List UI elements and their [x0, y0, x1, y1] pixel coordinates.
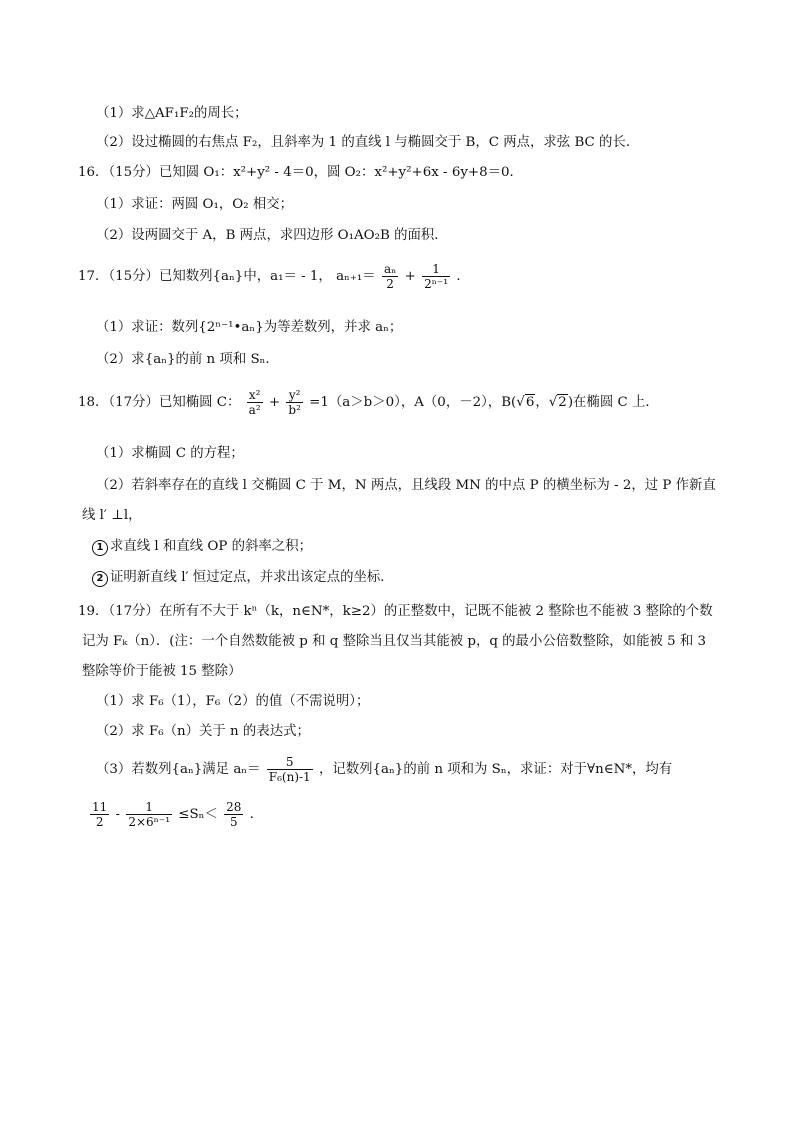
q18-fraction-x — [247, 388, 263, 417]
q18-part1: （1）求椭圆 C 的方程； — [96, 446, 244, 461]
fraction-one-over — [126, 800, 172, 829]
q15-part1: （1）求△AF₁F₂的周长； — [96, 106, 248, 121]
circled-number-two: 2 — [92, 571, 108, 587]
q19-part3-pre: （3）若数列{aₙ}满足 aₙ＝ — [96, 762, 261, 777]
q19-inequality — [88, 800, 263, 829]
fraction-denominator: 2ⁿ⁻¹ — [424, 277, 449, 291]
q19-part2: （2）求 F₆（n）关于 n 的表达式； — [96, 724, 310, 739]
q18-part2-line2: 线 l′ ⊥l， — [82, 508, 142, 523]
q18-stem-text: 18．（17分）已知椭圆 C： — [78, 395, 241, 410]
sqrt-symbol: √ — [548, 395, 558, 410]
q19-stem-line3: 整除等价于能被 15 整除） — [82, 664, 242, 679]
fraction-numerator: 11 — [92, 800, 108, 814]
fraction-denominator: 2 — [95, 815, 104, 829]
circled-number-one: 1 — [92, 540, 108, 556]
fraction-twenty-eight-fifths — [224, 800, 243, 829]
q19-part1: （1）求 F₆（1），F₆（2）的值（不需说明）； — [96, 694, 370, 709]
q18-stem-mid: =1（a＞b＞0），A（0，－2），B( — [309, 395, 517, 410]
q17-stem-text: 17．（15分）已知数列{aₙ}中，a₁＝ - 1， — [78, 269, 332, 284]
fraction-denominator: a² — [248, 403, 261, 417]
sqrt-six: 6 — [525, 395, 535, 410]
q16-part1: （1）求证：两圆 O₁，O₂ 相交； — [96, 197, 294, 212]
q19-stem-line1: 19．（17分）在所有不大于 kⁿ（k，n∈N*，k≥2）的正整数中，记既不能被 2 整除也不能被 3 整除的个数 — [78, 604, 713, 619]
q16-stem: 16．（15分）已知圆 O₁：x²+y² - 4＝0，圆 O₂：x²+y²+6x - 6y+8＝0． — [78, 165, 523, 180]
q17-part1: （1）求证：数列{2ⁿ⁻¹•aₙ}为等差数列，并求 aₙ； — [96, 320, 403, 335]
fraction-numerator: 1 — [126, 800, 172, 815]
fraction-denominator: 2×6ⁿ⁻¹ — [128, 815, 171, 829]
fraction-numerator: 1 — [422, 262, 450, 277]
q17-stem — [78, 262, 470, 291]
q19-part3-post: ，记数列{aₙ}的前 n 项和为 Sₙ，求证：对于∀n∈N*，均有 — [318, 762, 673, 777]
q17-fraction-2 — [422, 262, 450, 291]
q18-sub1 — [92, 537, 312, 557]
q18-fraction-y — [286, 388, 303, 417]
fraction-numerator: x² — [247, 388, 263, 403]
plus-sign: + — [268, 395, 281, 410]
q17-lhs: aₙ₊₁＝ — [336, 269, 376, 284]
comma: ， — [535, 395, 549, 410]
period: ． — [456, 269, 470, 284]
q18-sub1-text: 求直线 l 和直线 OP 的斜率之积； — [110, 539, 312, 554]
fraction-denominator: b² — [288, 403, 301, 417]
fraction-denominator: F₆(n)-1 — [268, 770, 311, 784]
q19-part3 — [96, 755, 672, 784]
minus-sign: - — [115, 807, 121, 822]
sqrt-two: 2 — [558, 395, 567, 410]
fraction-numerator: aₙ — [383, 262, 397, 276]
q18-stem — [78, 388, 659, 417]
q18-stem-end: )在椭圆 C 上． — [567, 395, 659, 410]
inequality-middle: ≤Sₙ＜ — [178, 807, 218, 822]
q18-part2-line1: （2）若斜率存在的直线 l 交椭圆 C 于 M，N 两点，且线段 MN 的中点 P 的横坐标为 - 2，过 P 作新直 — [96, 478, 716, 493]
sqrt-symbol: √ — [516, 395, 525, 410]
fraction-denominator: 5 — [229, 815, 238, 829]
fraction-denominator: 2 — [386, 277, 394, 291]
q18-sub2 — [92, 568, 394, 588]
fraction-numerator: 28 — [226, 800, 242, 814]
q19-stem-line2: 记为 Fₖ（n）．(注：一个自然数能被 p 和 q 整除当且仅当其能被 p，q 的最小公倍数整除，如能被 5 和 3 — [82, 634, 707, 649]
q18-sub2-text: 证明新直线 l′ 恒过定点，并求出该定点的坐标． — [110, 570, 394, 585]
plus-sign: + — [404, 269, 416, 284]
q16-part2: （2）设两圆交于 A，B 两点，求四边形 O₁AO₂B 的面积． — [96, 228, 448, 243]
q17-fraction-1 — [382, 262, 398, 291]
fraction-numerator: 5 — [267, 755, 313, 770]
period: ． — [249, 807, 264, 822]
q15-part2: （2）设过椭圆的右焦点 F₂，且斜率为 1 的直线 l 与椭圆交于 B，C 两点，求弦 BC 的长． — [96, 135, 640, 150]
q17-part2: （2）求{aₙ}的前 n 项和 Sₙ． — [96, 352, 279, 367]
fraction-numerator: y² — [286, 388, 303, 403]
q19-fraction-an — [267, 755, 313, 784]
fraction-eleven-halves — [90, 800, 109, 829]
